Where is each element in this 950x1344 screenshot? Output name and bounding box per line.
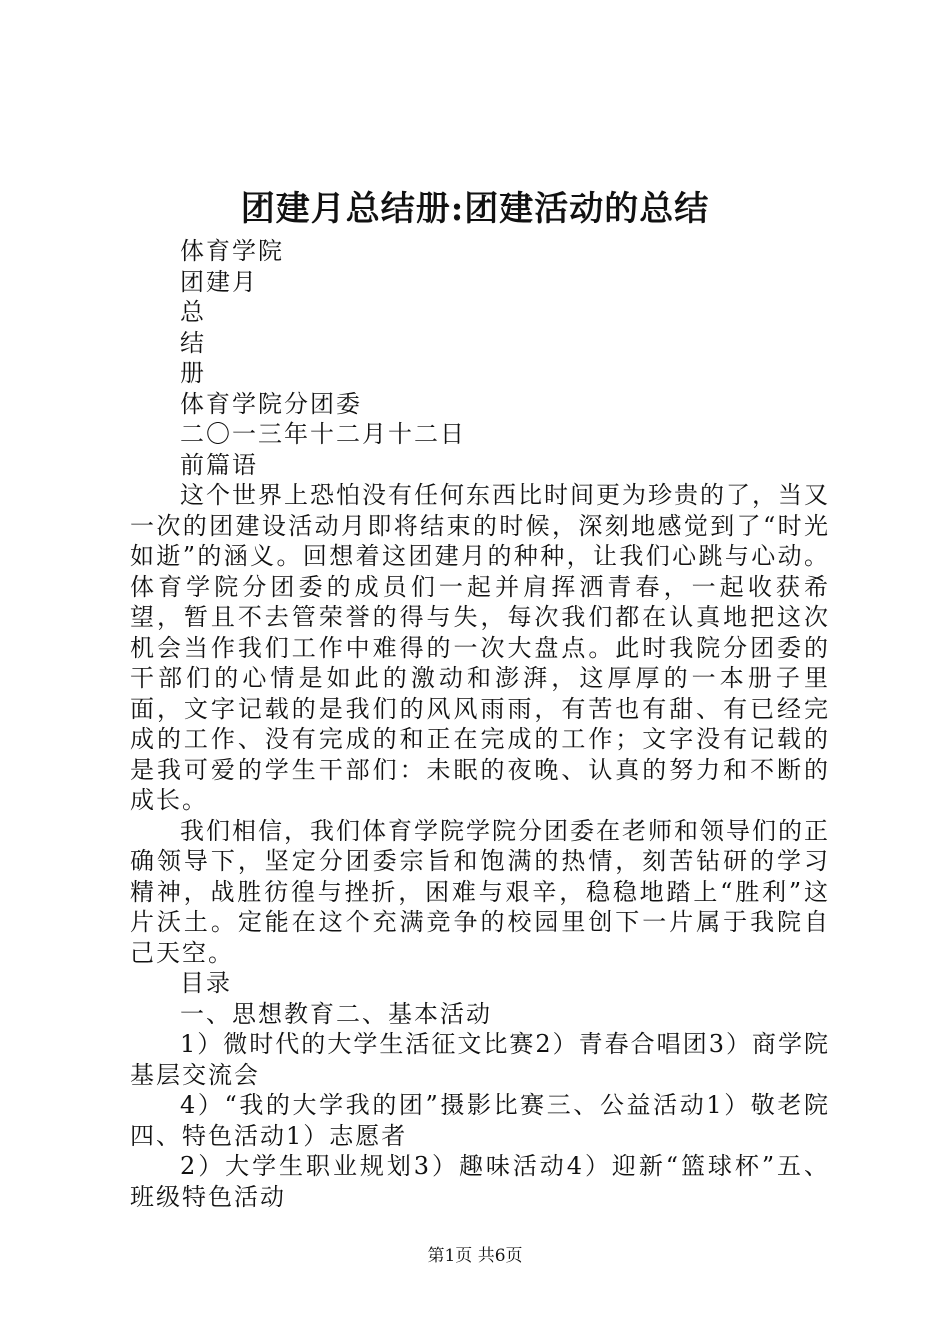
preface-paragraph: 这个世界上恐怕没有任何东西比时间更为珍贵的了，当又一次的团建设活动月即将结束的时候，深刻地感觉到了“时光如逝”的涵义。回想着这团建月的种种，让我们心跳与心动。体育学院分团委的成员们一起并肩挥洒青春，一起收获希望，暂且不去管荣誉的得与失，每次我们都在认真地把这次机会当作我们工作中难得的一次大盘点。此时我院分团委的干部们的心情是如此的激动和澎湃，这厚厚的一本册子里面，文字记载的是我们的风风雨雨，有苦也有甜、有已经完成的工作、没有完成的和正在完成的工作；文字没有记载的是我可爱的学生干部们：未眠的夜晚、认真的努力和不断的成长。: [130, 481, 830, 814]
toc-line: 4）“我的大学我的团”摄影比赛三、公益活动1）敬老院四、特色活动1）志愿者: [130, 1091, 830, 1150]
page-footer: 第1页 共6页: [427, 1246, 523, 1266]
belief-paragraph: 我们相信，我们体育学院学院分团委在老师和领导们的正确领导下，坚定分团委宗旨和饱满的热情，刻苦钻研的学习精神，战胜彷徨与挫折，困难与艰辛，稳稳地踏上“胜利”这片沃土。定能在这个充满竞争的校园里创下一片属于我院自己天空。: [130, 816, 830, 967]
toc-line: 一、思想教育二、基本活动: [180, 999, 492, 1028]
cover-line-committee: 体育学院分团委: [180, 389, 362, 418]
cover-line-ce: 册: [180, 359, 206, 387]
toc-line: 2）大学生职业规划3）趣味活动4）迎新“篮球杯”五、班级特色活动: [130, 1152, 830, 1211]
cover-line-zong: 总: [180, 298, 206, 326]
cover-line-jie: 结: [180, 328, 206, 357]
cover-line-date: 二〇一三年十二月十二日: [180, 420, 466, 448]
document-body: [130, 236, 830, 1212]
toc-heading: 目录: [180, 969, 232, 997]
document-title: 团建月总结册:团建活动的总结: [240, 189, 710, 229]
preface-heading: 前篇语: [180, 450, 258, 479]
cover-line-month: 团建月: [180, 267, 258, 296]
cover-line-college: 体育学院: [180, 237, 284, 265]
toc-line: 1）微时代的大学生活征文比赛2）青春合唱团3）商学院基层交流会: [130, 1030, 830, 1089]
